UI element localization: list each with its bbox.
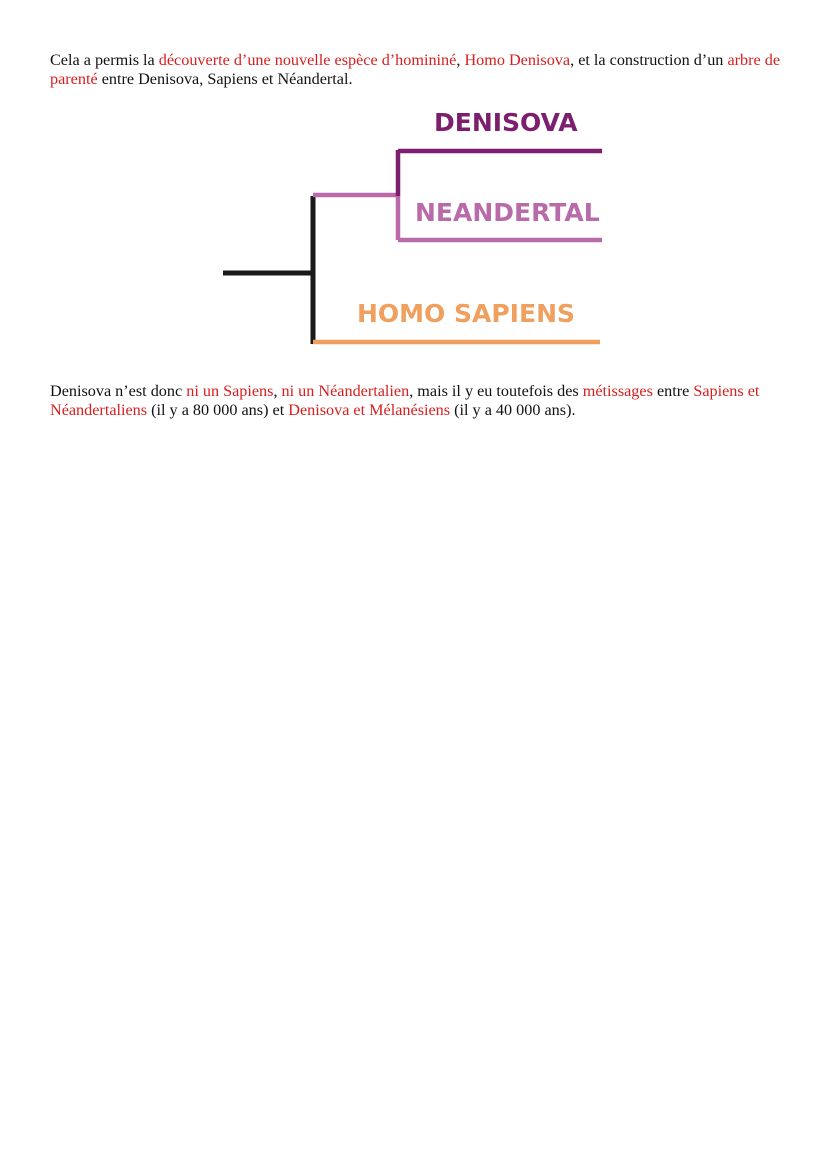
highlight-not-neandertal: ni un Néandertalien (281, 382, 410, 400)
text-segment: , mais il y eu toutefois des (409, 382, 583, 400)
conclusion-paragraph (50, 382, 790, 420)
highlight-family-tree: arbre de parenté (50, 51, 781, 88)
text-segment: , (273, 382, 282, 400)
label-neandertal: NEANDERTAL (415, 198, 600, 227)
text-segment: (il y a 40 000 ans). (450, 401, 576, 419)
highlight-homo-denisova: Homo Denisova (464, 51, 571, 69)
label-denisova: DENISOVA (434, 108, 578, 137)
intro-paragraph (50, 51, 790, 89)
phylogenetic-tree-diagram (210, 100, 630, 360)
text-segment: , (456, 51, 465, 69)
highlight-interbreeding: métissages (582, 382, 653, 400)
highlight-not-sapiens: ni un Sapiens (186, 382, 274, 400)
text-segment: Cela a permis la (50, 51, 159, 69)
text-segment: entre (652, 382, 694, 400)
text-segment: entre Denisova, Sapiens et Néandertal. (97, 70, 353, 88)
highlight-discovery: découverte d’une nouvelle espèce d’homininé (158, 51, 457, 69)
label-homo-sapiens: HOMO SAPIENS (357, 299, 575, 328)
text-segment: (il y a 80 000 ans) et (147, 401, 289, 419)
text-segment: Denisova n’est donc (50, 382, 187, 400)
highlight-denisova-melanesians: Denisova et Mélanésiens (288, 401, 451, 419)
highlight-sapiens-neandertal: Sapiens et Néandertaliens (50, 382, 760, 419)
text-segment: , et la construction d’un (570, 51, 728, 69)
